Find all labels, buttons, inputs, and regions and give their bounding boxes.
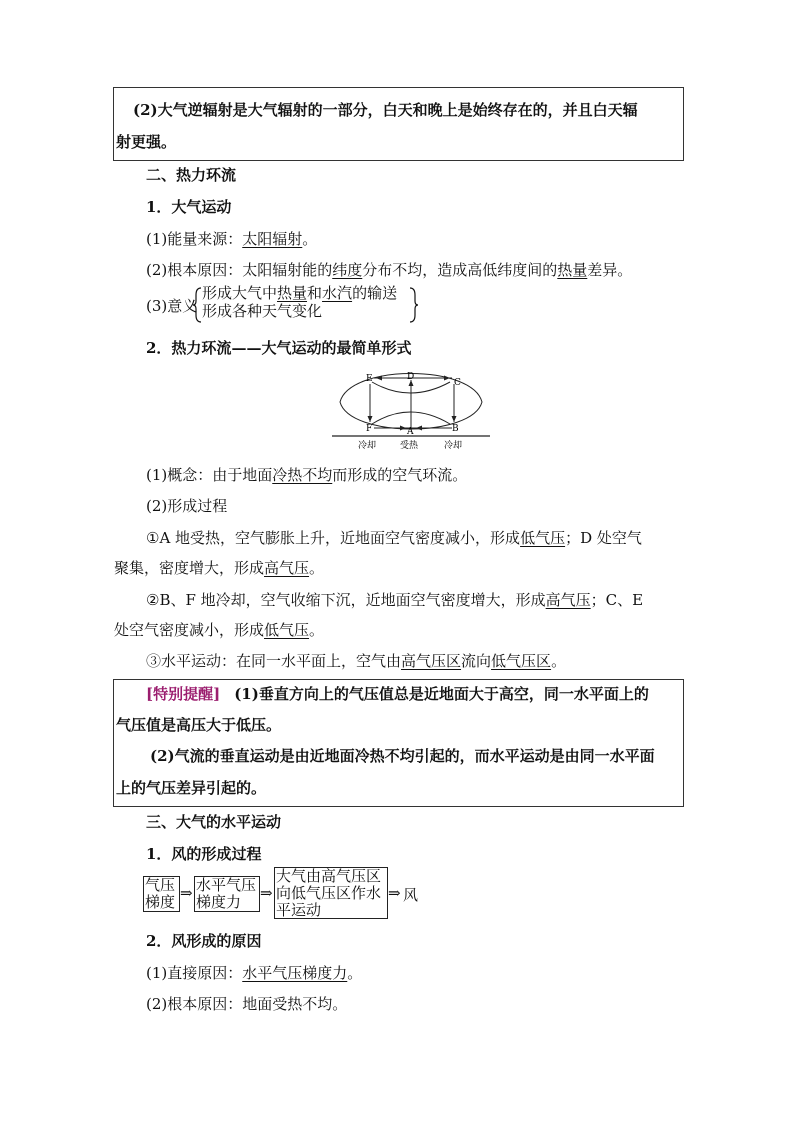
flow3-line1: 大气由高气压区 — [276, 867, 382, 885]
meaning-1c: 的输送 — [352, 284, 398, 302]
flow3-line3: 平运动 — [276, 901, 322, 919]
flow-arrow-2: ⇒ — [260, 884, 273, 902]
p3-c: 。 — [551, 652, 567, 670]
subheading-wind-formation: 1．风的形成过程 — [146, 845, 262, 863]
cause-heat: 热量 — [557, 261, 588, 279]
process-1-line2 — [114, 557, 324, 578]
flow1-line2: 梯度 — [145, 893, 176, 911]
flow3-line2: 向低气压区作水 — [276, 884, 382, 902]
note-box-2-line1 — [146, 683, 649, 704]
arrow-bottom-left — [400, 426, 406, 431]
cause-prefix: (2)根本原因：太阳辐射能的 — [146, 261, 333, 279]
direct-cause-line — [146, 962, 362, 983]
p3-b: 流向 — [461, 652, 492, 670]
p2-l1-b: ；C、E — [590, 591, 644, 609]
p1-l2-a: 聚集，密度增大，形成 — [114, 559, 265, 577]
flow-box-horizontal-force — [194, 876, 260, 912]
energy-suffix: 。 — [302, 230, 318, 248]
flow1-line1: 气压 — [145, 876, 176, 894]
process-3-line — [146, 650, 566, 671]
flow-box-pressure-gradient — [143, 876, 180, 912]
energy-prefix: (1)能量来源： — [146, 230, 243, 248]
p1-l1-b: ；D 处空气 — [565, 529, 642, 547]
p2-l1-a: ②B、F 地冷却，空气收缩下沉，近地面空气密度增大，形成 — [146, 591, 546, 609]
flow2-line2: 梯度力 — [196, 893, 242, 911]
cause-latitude: 纬度 — [332, 261, 363, 279]
p2-l2-a: 处空气密度减小，形成 — [114, 621, 265, 639]
cause-suffix: 差异。 — [587, 261, 633, 279]
label-E: E — [366, 374, 373, 384]
p1-l2-b: 。 — [309, 559, 325, 577]
p3-a: ③水平运动：在同一水平面上，空气由 — [146, 652, 402, 670]
meaning-brace-right — [409, 287, 419, 323]
meaning-1b: 和 — [307, 284, 323, 302]
meaning-heat: 热量 — [277, 284, 308, 302]
root-cause-wind-line: (2)根本原因：地面受热不均。 — [146, 995, 348, 1013]
direct-value: 水平气压梯度力 — [242, 964, 348, 982]
arrow-down-right — [452, 416, 457, 422]
special-reminder-tag: [特别提醒] — [146, 685, 221, 703]
ground-label-heated: 受热 — [400, 441, 419, 451]
p3-high-pressure-zone: 高气压区 — [401, 652, 462, 670]
label-B: B — [452, 424, 459, 434]
box2-line1-text: (1)垂直方向上的气压值总是近地面大于高空，同一水平面上的 — [234, 685, 649, 703]
p1-l2-high-pressure: 高气压 — [264, 559, 310, 577]
note-box-2-line3: (2)气流的垂直运动是由近地面冷热不均引起的，而水平运动是由同一水平面 — [150, 747, 655, 765]
p2-l2-b: 。 — [309, 621, 325, 639]
p2-l2-low-pressure: 低气压 — [264, 621, 310, 639]
concept-underlined: 冷热不均 — [272, 466, 333, 484]
process-1-line1 — [146, 527, 642, 548]
energy-value: 太阳辐射 — [242, 230, 303, 248]
process-heading: (2)形成过程 — [146, 497, 228, 515]
arrow-down-left — [368, 416, 373, 422]
p1-l1-a: ①A 地受热，空气膨胀上升，近地面空气密度减小，形成 — [146, 529, 521, 547]
p1-l1-low-pressure: 低气压 — [520, 529, 566, 547]
subheading-atmospheric-motion: 1．大气运动 — [146, 198, 232, 216]
concept-prefix: (1)概念：由于地面 — [146, 466, 273, 484]
p2-l1-high-pressure: 高气压 — [545, 591, 591, 609]
section-heading-horizontal-motion: 三、大气的水平运动 — [146, 813, 282, 831]
arrow-top-right — [444, 376, 450, 381]
concept-suffix: 而形成的空气环流。 — [332, 466, 468, 484]
meaning-line-1 — [202, 285, 397, 302]
subheading-thermal-circulation: 2．热力环流——大气运动的最简单形式 — [146, 339, 412, 357]
label-A: A — [407, 427, 414, 437]
flow-arrow-1: ⇒ — [180, 884, 193, 902]
note-box-2-line2: 气压值是高压大于低压。 — [116, 716, 282, 734]
flow-box-horizontal-motion — [274, 867, 388, 919]
note-box-1-line2: 射更强。 — [116, 133, 177, 151]
p3-low-pressure-zone: 低气压区 — [491, 652, 552, 670]
process-2-line2 — [114, 619, 324, 640]
meaning-1a: 形成大气中 — [202, 284, 278, 302]
flow2-line1: 水平气压 — [196, 876, 257, 894]
meaning-label: (3)意义 — [146, 297, 198, 315]
root-cause-line — [146, 259, 632, 280]
label-D: D — [407, 372, 415, 382]
ground-label-cold-right: 冷却 — [444, 441, 463, 451]
meaning-line-2: 形成各种天气变化 — [202, 302, 323, 320]
direct-suffix: 。 — [347, 964, 363, 982]
meaning-vapor: 水汽 — [322, 284, 353, 302]
label-F: F — [366, 424, 373, 434]
concept-line — [146, 464, 467, 485]
energy-source-line — [146, 228, 317, 249]
flow-arrow-3: ⇒ — [388, 884, 401, 902]
note-box-2-line4: 上的气压差异引起的。 — [116, 779, 267, 797]
process-2-line1 — [146, 589, 643, 610]
ground-label-cold-left: 冷却 — [358, 441, 377, 451]
label-C: C — [454, 378, 461, 388]
flow-end-wind: 风 — [403, 886, 419, 904]
thermal-circulation-diagram — [330, 364, 492, 452]
subheading-wind-causes: 2．风形成的原因 — [146, 932, 262, 950]
note-box-1-line1: (2)大气逆辐射是大气辐射的一部分，白天和晚上是始终存在的，并且白天辐 — [133, 101, 638, 119]
direct-prefix: (1)直接原因： — [146, 964, 243, 982]
arrow-bottom-right — [416, 426, 422, 431]
section-heading-thermal-circulation: 二、热力环流 — [146, 166, 237, 184]
cause-mid: 分布不均，造成高低纬度间的 — [362, 261, 558, 279]
